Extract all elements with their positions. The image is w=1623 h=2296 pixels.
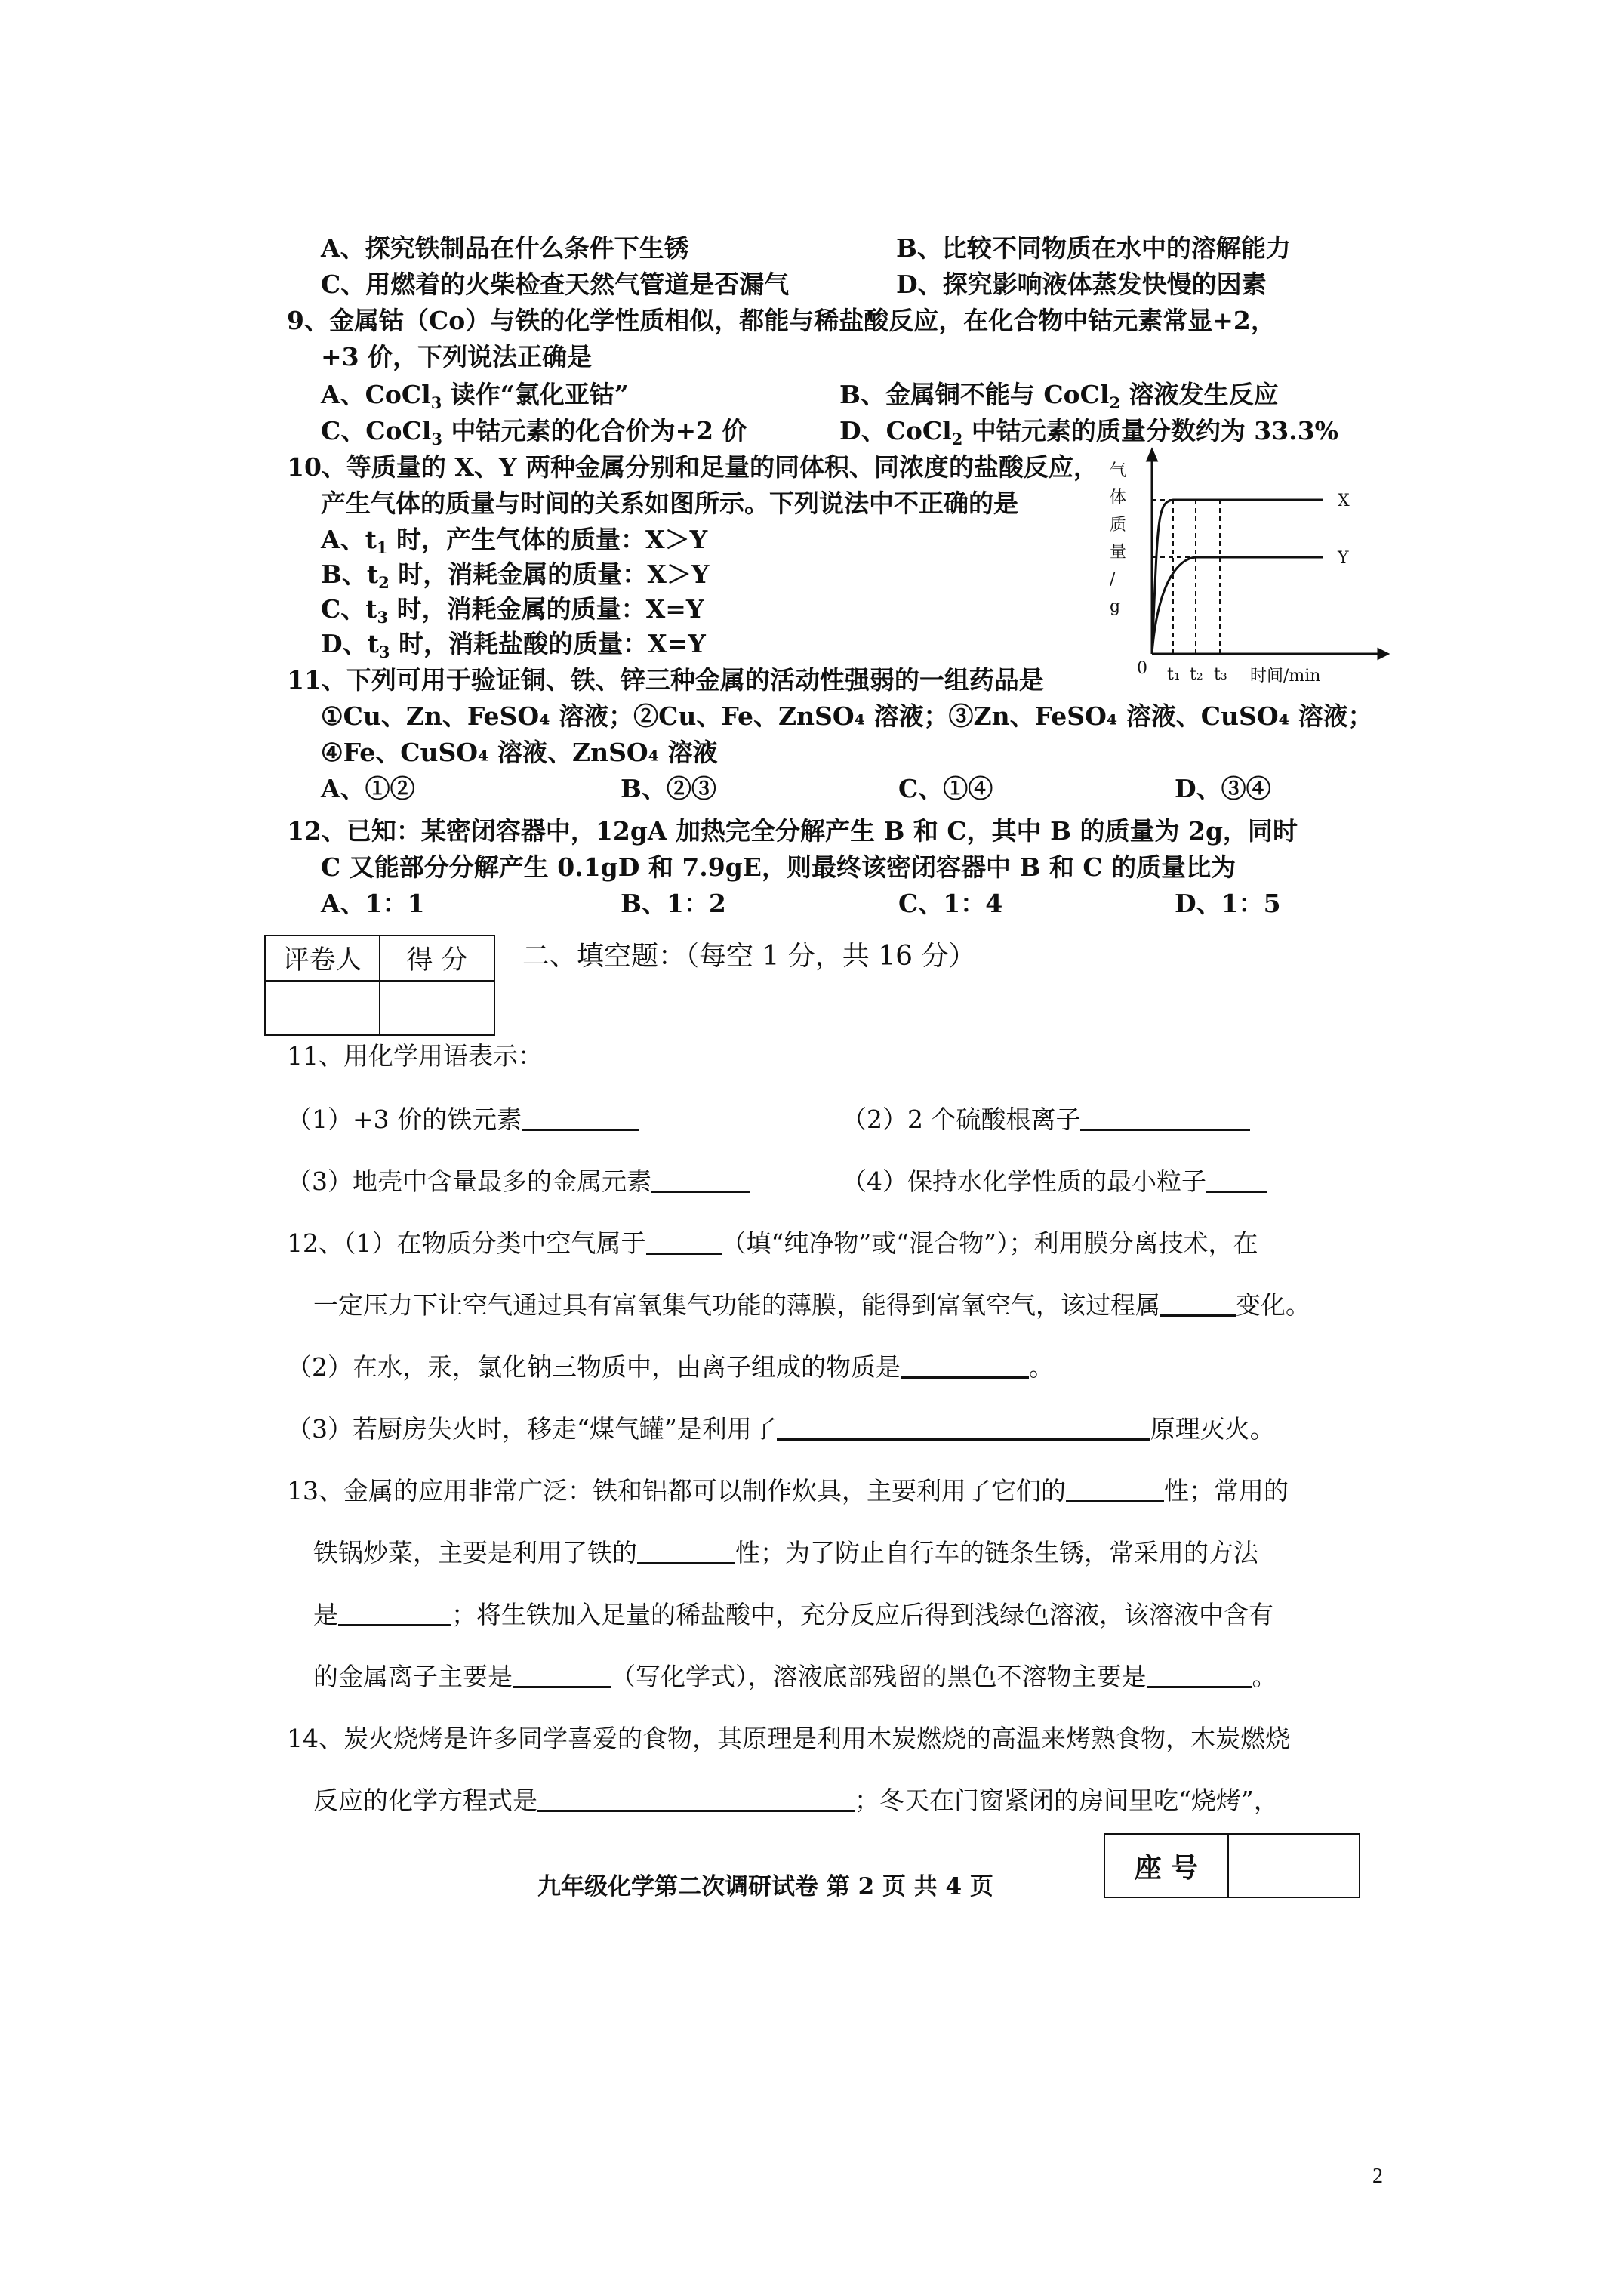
gas-mass-time-chart: [1099, 445, 1394, 687]
f11-stem: 11、用化学用语表示：: [287, 1041, 543, 1071]
f11-part2: （2）2 个硫酸根离子: [842, 1104, 1250, 1136]
f11-blank-3[interactable]: [651, 1168, 750, 1193]
q9-stem-line2: +3 价，下列说法正确是: [321, 342, 593, 371]
f13-blank-1[interactable]: [1066, 1478, 1164, 1502]
f13-line1: 13、金属的应用非常广泛：铁和铝都可以制作炊具，主要利用了它们的 性；常用的: [287, 1476, 1289, 1505]
section2-title: 二、填空题：（每空 1 分，共 16 分）: [522, 941, 976, 972]
q8-option-a: A、探究铁制品在什么条件下生锈: [321, 233, 689, 263]
x-axis-arrow: [1378, 649, 1387, 658]
chart-axes: [1147, 450, 1387, 658]
seat-number-box: [1104, 1833, 1360, 1898]
score-table: [264, 935, 495, 1036]
series-label-Y: Y: [1338, 549, 1349, 568]
f11-part4: （4）保持水化学性质的最小粒子: [842, 1166, 1267, 1197]
q9-option-a: A、CoCl$_3$ 读作“氯化亚钴”: [321, 380, 629, 412]
origin-label: 0: [1137, 659, 1147, 678]
series-line-X: [1152, 500, 1323, 654]
q11-line2: ④Fe、CuSO₄ 溶液、ZnSO₄ 溶液: [321, 738, 718, 767]
page-number: 2: [1372, 2165, 1383, 2188]
grader-cell[interactable]: [265, 981, 380, 1035]
f13-line4: 的金属离子主要是 （写化学式），溶液底部残留的黑色不溶物主要是 。: [313, 1662, 1277, 1691]
q12-option-b: B、1：2: [621, 889, 726, 918]
f13-blank-5[interactable]: [1147, 1663, 1252, 1688]
y-axis-label-char: 体: [1110, 488, 1127, 507]
q12-option-c: C、1：4: [898, 889, 1003, 918]
f13-line3: 是 ；将生铁加入足量的稀盐酸中，充分反应后得到浅绿色溶液，该溶液中含有: [313, 1600, 1273, 1629]
seat-label: 座 号: [1104, 1834, 1228, 1897]
q9-stem-line1: 9、金属钴（Co）与铁的化学性质相似，都能与稀盐酸反应，在化合物中钴元素常显+2，: [287, 306, 1276, 335]
f13-blank-3[interactable]: [338, 1601, 451, 1626]
y-axis-label-char: 质: [1110, 516, 1127, 535]
f12-line1: 12、（1）在物质分类中空气属于 （填“纯净物”或“混合物”）；利用膜分离技术，在: [287, 1228, 1258, 1258]
score-cell[interactable]: [380, 981, 494, 1035]
q8-option-c: C、用燃着的火柴检查天然气管道是否漏气: [321, 270, 790, 299]
f12-line4: （3）若厨房失火时，移走“煤气罐”是利用了 原理灭火。: [287, 1414, 1275, 1444]
f14-line2: 反应的化学方程式是 ；冬天在门窗紧闭的房间里吃“烧烤”，: [313, 1786, 1279, 1815]
q12-option-d: D、1：5: [1175, 889, 1281, 918]
f11-blank-1[interactable]: [522, 1106, 639, 1131]
q9-option-c: C、CoCl$_3$ 中钴元素的化合价为+2 价: [321, 416, 747, 448]
q10-option-b: B、$t_2$ 时，消耗金属的质量：X＞Y: [321, 559, 710, 592]
x-tick-label: t₃: [1214, 665, 1227, 684]
f11-blank-2[interactable]: [1080, 1106, 1250, 1131]
f13-blank-4[interactable]: [513, 1663, 611, 1688]
q11-stem: 11、下列可用于验证铜、铁、锌三种金属的活动性强弱的一组药品是: [287, 665, 1044, 695]
q10-option-c: C、$t_3$ 时，消耗金属的质量：X=Y: [321, 594, 704, 627]
f13-line2: 铁锅炒菜，主要是利用了铁的 性；为了防止自行车的链条生锈，常采用的方法: [313, 1538, 1258, 1567]
f12-blank-3[interactable]: [901, 1354, 1029, 1379]
q10-option-d: D、$t_3$ 时，消耗盐酸的质量：X=Y: [321, 629, 706, 661]
q11-option-d: D、③④: [1175, 774, 1271, 803]
q10-stem-line1: 10、等质量的 X、Y 两种金属分别和足量的同体积、同浓度的盐酸反应，: [287, 452, 1099, 482]
series-line-Y: [1152, 557, 1323, 654]
q11-option-b: B、②③: [621, 774, 716, 803]
y-axis-arrow: [1147, 450, 1156, 461]
chart-guides: [1152, 500, 1220, 654]
y-axis-label-char: 气: [1110, 461, 1127, 480]
f13-blank-2[interactable]: [637, 1539, 735, 1564]
q12-stem-line1: 12、已知：某密闭容器中，12gA 加热完全分解产生 B 和 C，其中 B 的质量为 2g，同时: [287, 816, 1298, 846]
f11-part1: （1）+3 价的铁元素: [287, 1104, 639, 1136]
x-tick-label: t₁: [1167, 665, 1181, 684]
q11-option-a: A、①②: [321, 774, 415, 803]
series-label-X: X: [1338, 492, 1350, 510]
q11-option-c: C、①④: [898, 774, 993, 803]
q9-option-b: B、金属铜不能与 CoCl$_2$ 溶液发生反应: [839, 380, 1279, 412]
f14-blank-1[interactable]: [537, 1787, 855, 1812]
grader-label: 评卷人: [265, 935, 380, 981]
f14-line1: 14、炭火烧烤是许多同学喜爱的食物，其原理是利用木炭燃烧的高温来烤熟食物，木炭燃烧: [287, 1724, 1290, 1753]
f11-part3: （3）地壳中含量最多的金属元素: [287, 1166, 750, 1197]
x-axis-label: 时间/min: [1250, 667, 1321, 686]
score-label: 得 分: [380, 935, 494, 981]
f12-blank-2[interactable]: [1160, 1292, 1236, 1317]
exam-footer: 九年级化学第二次调研试卷 第 2 页 共 4 页: [537, 1873, 993, 1900]
seat-cell[interactable]: [1228, 1834, 1360, 1897]
f12-blank-4[interactable]: [777, 1416, 1150, 1441]
y-axis-label-char: /: [1110, 570, 1116, 589]
y-axis-label-char: g: [1110, 597, 1121, 616]
q8-option-d: D、探究影响液体蒸发快慢的因素: [896, 270, 1267, 299]
f12-blank-1[interactable]: [646, 1230, 722, 1255]
q10-option-a: A、$t_1$ 时，产生气体的质量：X＞Y: [321, 525, 708, 557]
q8-option-b: B、比较不同物质在水中的溶解能力: [896, 233, 1291, 263]
q9-option-d: D、CoCl$_2$ 中钴元素的质量分数约为 33.3%: [839, 416, 1339, 448]
q12-option-a: A、1：1: [321, 889, 425, 918]
y-axis-label-char: 量: [1110, 543, 1127, 562]
chart-labels: [1110, 461, 1350, 686]
q11-line1: ①Cu、Zn、FeSO₄ 溶液；②Cu、Fe、ZnSO₄ 溶液；③Zn、FeSO₄ 溶液、CuSO₄ 溶液；: [321, 701, 1373, 731]
chart-series: [1152, 500, 1323, 654]
f12-line2: 一定压力下让空气通过具有富氧集气功能的薄膜，能得到富氧空气，该过程属 变化。: [313, 1290, 1310, 1320]
x-tick-label: t₂: [1190, 665, 1203, 684]
q10-stem-line2: 产生气体的质量与时间的关系如图所示。下列说法中不正确的是: [321, 488, 1018, 518]
f11-blank-4[interactable]: [1206, 1168, 1267, 1193]
f12-line3: （2）在水，汞，氯化钠三物质中，由离子组成的物质是 。: [287, 1352, 1054, 1382]
q12-stem-line2: C 又能部分分解产生 0.1gD 和 7.9gE，则最终该密闭容器中 B 和 C 的质量比为: [321, 852, 1236, 882]
